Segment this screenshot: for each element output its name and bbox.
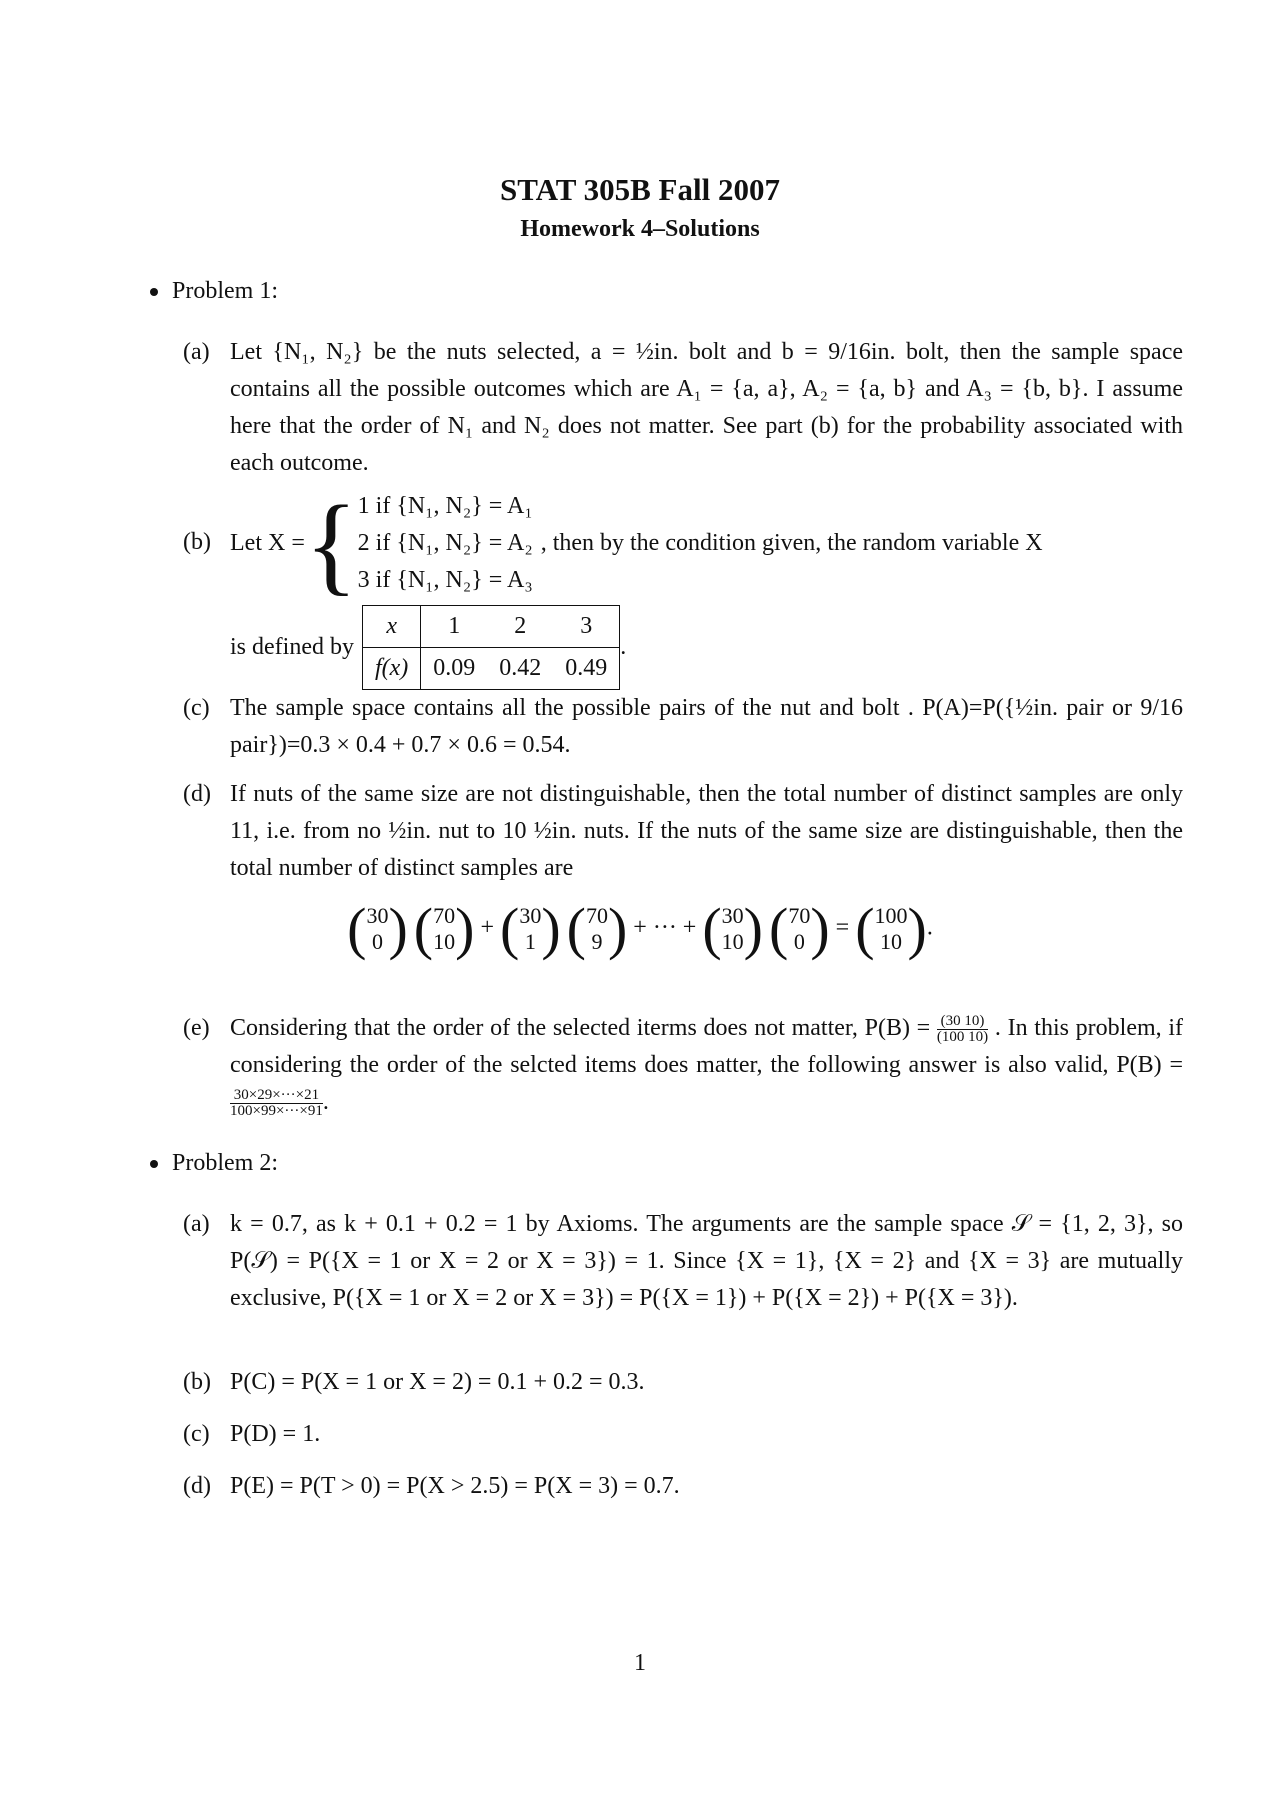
case-list (358, 488, 533, 599)
item-label: (d) (183, 781, 211, 807)
plus-sign: + (480, 914, 494, 941)
problem-1b-table-row: is defined by x 1 2 3 f(x) 0.09 0.42 0.49 . (183, 605, 1183, 690)
item-text: k = 0.7, as k + 0.1 + 0.2 = 1 by Axioms. The arguments are the sample space 𝒮 = {1, 2, 3}, so P(𝒮) = P({X = 1 or X = 2 or X = 3}) = 1. Since {X = 1}, {X = 2} and {X = 3} are mutually exclusive, P({X = 1 or X = 2 or X = 3}) = P({X = 1}) + P({X = 2}) + P({X = 3}). (230, 1211, 1183, 1311)
pmf-table-box (362, 605, 620, 690)
binomial: ( 100 10 ) (855, 896, 927, 961)
table-header-cell: x (363, 606, 421, 648)
table-row (363, 606, 619, 648)
binomial: ( 70 10 ) (413, 896, 475, 961)
case-3: 3 if {N₁, N₂} = A₃ (357, 567, 533, 593)
item-text: The sample space contains all the possible pairs of the nut and bolt . P(A)=P({½in. pair or 9/16 pair})=0.3 × 0.4 + 0.7 × 0.6 = 0.54. (230, 695, 1183, 758)
binomial: ( 70 9 ) (566, 896, 628, 961)
table-header-cell: 3 (553, 606, 619, 648)
binomial: ( 30 0 ) (347, 896, 408, 961)
problem-2c (183, 1416, 1183, 1453)
table-cell: 0.09 (433, 655, 476, 681)
case-2: 2 if {N₁, N₂} = A₂ (357, 530, 533, 556)
problem-2-heading: Problem 2: (150, 1150, 278, 1177)
item-label: (a) (183, 1211, 210, 1237)
bullet-icon (150, 288, 158, 296)
pmf-table (363, 606, 619, 689)
problem-2a (183, 1206, 1183, 1317)
item-label: (b) (183, 529, 211, 555)
document-title: STAT 305B Fall 2007 (500, 172, 780, 207)
item-label: (d) (183, 1473, 211, 1499)
equals-sign: = (835, 914, 850, 941)
problem-2d (183, 1468, 1183, 1505)
problem-1-heading: Problem 1: (150, 278, 278, 305)
case-1: 1 if {N₁, N₂} = A₁ (357, 493, 533, 519)
fraction: $\frac{30\times 29\times\cdot\cdot\cdot\times 21}{100\times 99\times\cdot\cdot\cdot\times 91}$ (230, 1086, 323, 1119)
problem-1a (183, 334, 1183, 482)
table-cell: 0.49 (565, 655, 608, 681)
case-after-text: , then by the condition given, the random variable X (540, 530, 1043, 556)
item-label: (a) (183, 339, 210, 365)
table-cell: 0.42 (499, 655, 542, 681)
table-row (363, 648, 619, 690)
item-text: Considering that the order of the selected iterms does not matter, P(B) = (230, 1015, 931, 1041)
bullet-icon (150, 1160, 158, 1168)
table-cell: f(x) (363, 648, 421, 690)
table-header-cell: 2 (487, 606, 553, 648)
item-text: Let {N₁, N₂} be the nuts selected, a = ½in. bolt and b = 9/16in. bolt, then the sample space contains all the possible outcomes which are A₁ = {a, a}, A₂ = {a, b} and A₃ = {b, b}. I assume here that the order of N₁ and N₂ does not matter. See part (b) for the probability associated with each outcome. (230, 339, 1183, 476)
binomial: ( 30 10 ) (702, 896, 763, 961)
brace-icon: { (304, 482, 358, 605)
binomial-equation: ( 30 0 ) ( 70 10 ) + ( 30 1 ) ( 70 9 ) + ··· + ( 30 10 ) ( 70 0 ) = ( 100 10 ) . (347, 896, 933, 961)
ellipsis-sum: + ··· + (633, 914, 697, 941)
page-number: 1 (634, 1650, 646, 1676)
item-text: P(D) = 1. (230, 1421, 321, 1447)
binomial: ( 70 0 ) (769, 896, 830, 961)
item-text: If nuts of the same size are not distinguishable, then the total number of distinct samples are only 11, i.e. from no ½in. nut to 10 ½in. nuts. If the nuts of the same size are distinguishable, then the total number of distinct samples are (230, 781, 1183, 881)
binomial: ( 30 1 ) (499, 896, 561, 961)
problem-1e: (e) Considering that the order of the selected iterms does not matter, P(B) = $\frac{(30 10)}{(100 10)}$ . In this problem, if considering the order of the selcted items does matter, the following answer is also valid, P(B) = $\frac{30\times 29\times\cdot\cdot\cdot\times 21}{100\times 99\times\cdot\cdot\cdot\times 91}$ . (183, 1010, 1183, 1121)
item-label: (c) (183, 1421, 210, 1447)
let-x-text: Let X = (230, 530, 305, 556)
item-label: (e) (183, 1015, 210, 1041)
item-label: (b) (183, 1369, 211, 1395)
problem-2b (183, 1364, 1183, 1401)
problem-1b (183, 482, 1183, 605)
item-text: P(E) = P(T > 0) = P(X > 2.5) = P(X = 3) = 0.7. (230, 1473, 680, 1499)
defined-by-text: is defined by (230, 634, 354, 660)
item-label: (c) (183, 695, 210, 721)
document-subtitle: Homework 4–Solutions (520, 216, 760, 242)
item-text: P(C) = P(X = 1 or X = 2) = 0.1 + 0.2 = 0.3. (230, 1369, 645, 1395)
table-header-cell: 1 (421, 606, 488, 648)
fraction: $\frac{(30 10)}{(100 10)}$ (936, 1012, 989, 1045)
item-text-cont: . In this problem, if considering the order of the selcted items does matter, the following answer is also valid, P(B) = (230, 1015, 1184, 1078)
problem-1c (183, 690, 1183, 764)
problem-1d (183, 776, 1183, 887)
